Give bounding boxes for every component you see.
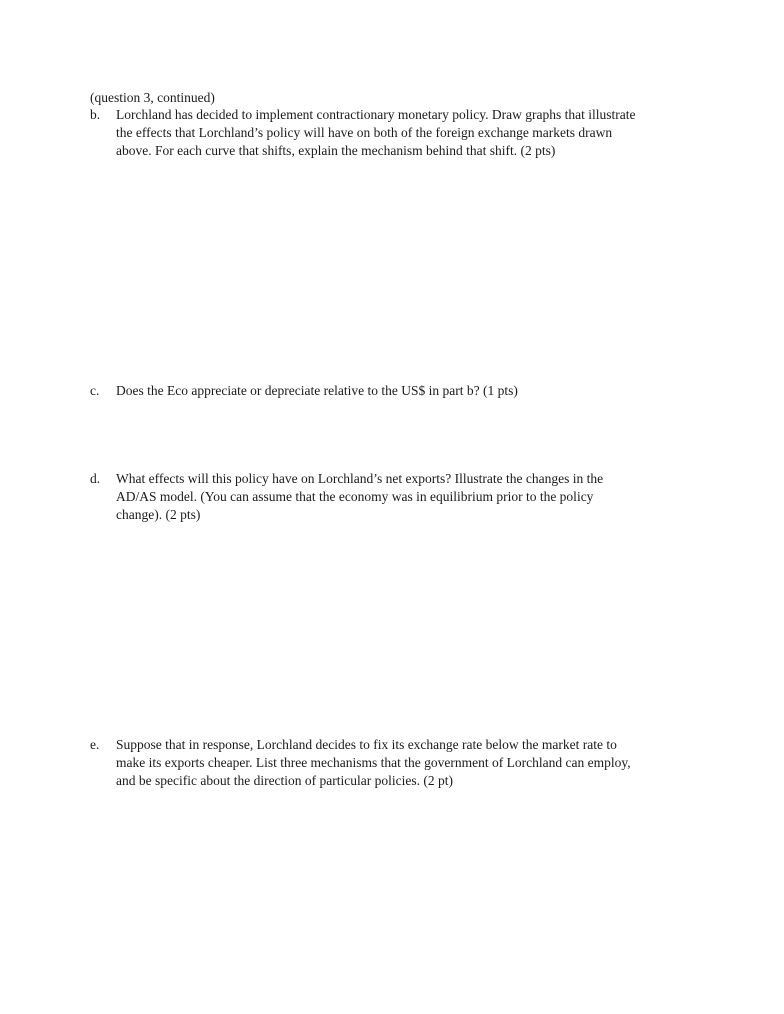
question-text-line: Lorchland has decided to implement contractionary monetary policy. Draw graphs that illustrate [116, 107, 636, 122]
question-letter: d. [90, 471, 101, 486]
question-text-line: Suppose that in response, Lorchland decides to fix its exchange rate below the market rate to [116, 737, 617, 752]
question-text-line: above. For each curve that shifts, explain the mechanism behind that shift. (2 pts) [116, 143, 556, 158]
continuation-heading: (question 3, continued) [90, 90, 215, 105]
question-text-line: What effects will this policy have on Lorchland’s net exports? Illustrate the changes in the [116, 471, 604, 486]
question-text-line: change). (2 pts) [116, 507, 201, 522]
question-text-line: make its exports cheaper. List three mechanisms that the government of Lorchland can employ, [116, 755, 631, 770]
question-text-line: the effects that Lorchland’s policy will have on both of the foreign exchange markets drawn [116, 125, 613, 140]
question-text-line: Does the Eco appreciate or depreciate relative to the US$ in part b? (1 pts) [116, 383, 518, 398]
question-letter: b. [90, 107, 101, 122]
question-letter: e. [90, 737, 100, 752]
question-text-line: AD/AS model. (You can assume that the economy was in equilibrium prior to the policy [116, 489, 594, 504]
question-text-line: and be specific about the direction of particular policies. (2 pt) [116, 773, 453, 788]
question-letter: c. [90, 383, 100, 398]
